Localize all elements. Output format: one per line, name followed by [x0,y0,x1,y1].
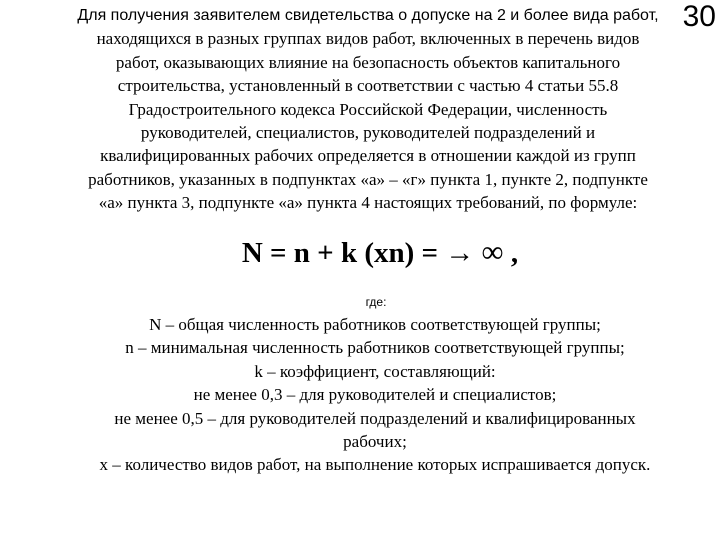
intro-line: Градостроительного кодекса Российской Федерации, численность [128,99,608,119]
intro-line: Для получения заявителем свидетельства о допуске на 2 и более вида работ, [77,7,659,24]
definition-line: не менее 0,5 – для руководителей подразделений и квалифицированных [114,408,636,428]
intro-line: «а» пункта 3, подпункте «а» пункта 4 настоящих требований, по формуле: [98,193,638,213]
infinity-symbol: ∞ [481,234,504,269]
intro-line: квалифицированных рабочих определяется в отношении каждой из групп [100,146,636,166]
definition-line: k – коэффициент, составляющий: [254,361,496,381]
formula-main: N = n + k (xn) = → [241,237,475,269]
formula [0,234,720,271]
definition-line: N – общая численность работников соответствующей группы; [149,315,601,334]
intro-paragraph [30,4,706,215]
intro-line: находящихся в разных группах видов работ, включенных в перечень видов [96,29,640,49]
slide-number: 30 [682,0,716,33]
intro-line: работников, указанных в подпунктах «а» – «г» пункта 1, пункте 2, подпункте [88,169,648,189]
definition-line: x – количество видов работ, на выполнение которых испрашивается допуск. [99,455,651,475]
where-label: где: [365,295,387,309]
definition-line: не менее 0,3 – для руководителей и специалистов; [193,385,557,405]
intro-line: работ, оказывающих влияние на безопасность объектов капитального [115,52,621,72]
definition-line: рабочих; [343,432,407,452]
definitions-list [30,313,720,477]
intro-line: руководителей, специалистов, руководителей подразделений и [140,123,596,143]
formula-trail: , [503,237,519,269]
intro-line: строительства, установленный в соответствии с частью 4 статьи 55.8 [117,76,619,96]
definition-line: n – минимальная численность работников соответствующей группы; [125,338,625,358]
